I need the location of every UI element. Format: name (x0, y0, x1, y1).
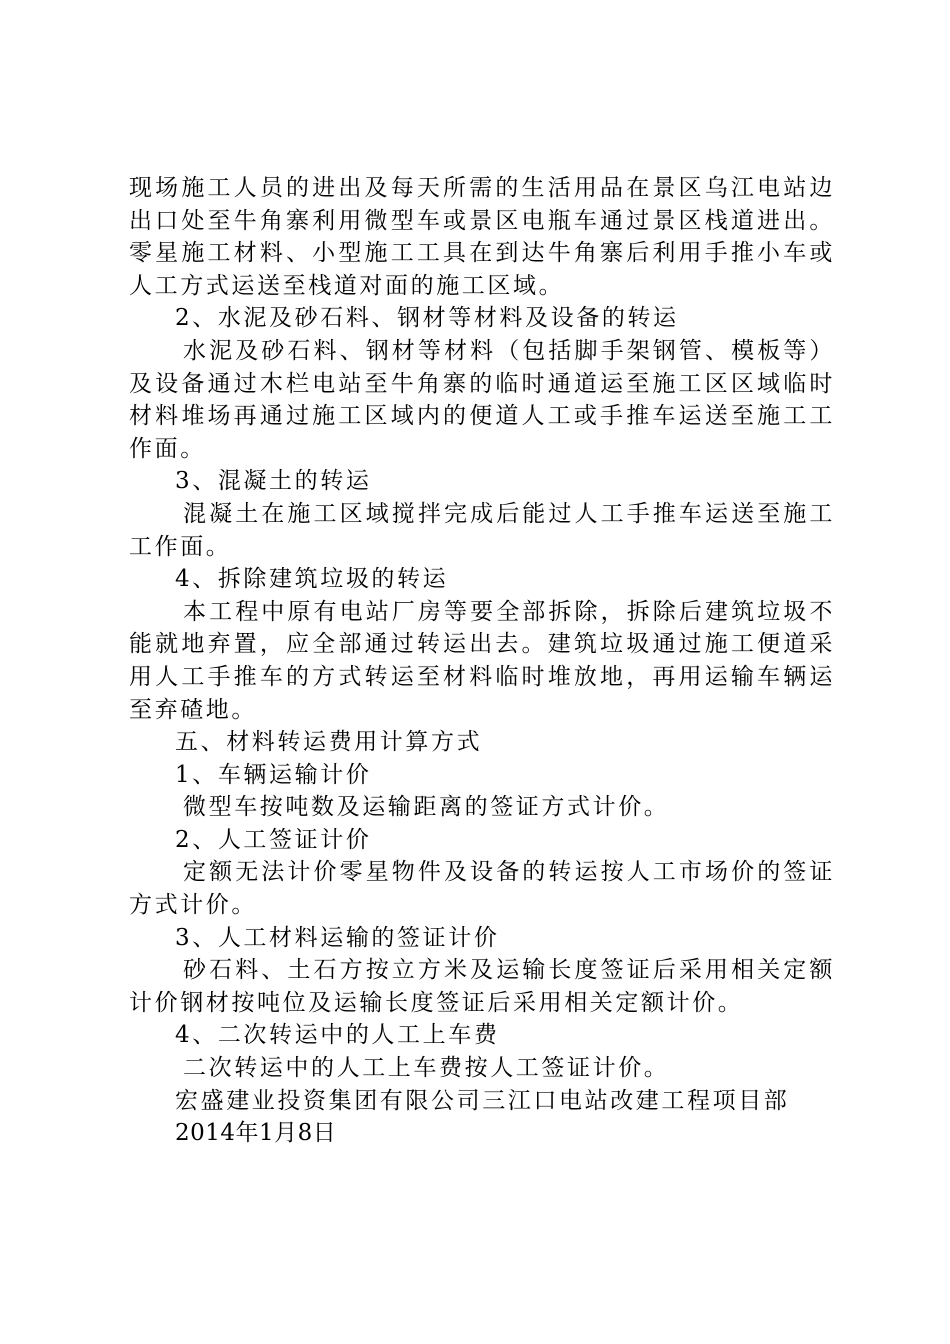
body-paragraph: 定额无法计价零星物件及设备的转运按人工市场价的签证方式计价。 (129, 859, 835, 919)
subsection-heading: 1、车辆运输计价 (175, 761, 372, 788)
body-paragraph: 砂石料、土石方按立方米及运输长度签证后采用相关定额计价钢材按吨位及运输长度签证后采用相关定额计价。 (129, 957, 835, 1016)
body-paragraph: 二次转运中的人工上车费按人工签证计价。 (183, 1055, 670, 1082)
signature-date: 2014年1月8日 (175, 1120, 337, 1147)
signature-organization: 宏盛建业投资集团有限公司三江口电站改建工程项目部 (175, 1087, 790, 1114)
subsection-heading: 3、人工材料运输的签证计价 (175, 924, 500, 951)
section-heading: 4、拆除建筑垃圾的转运 (175, 566, 449, 593)
document-body (129, 172, 835, 1150)
section-heading: 2、水泥及砂石料、钢材等材料及设备的转运 (175, 305, 679, 332)
subsection-heading: 2、人工签证计价 (175, 826, 372, 853)
body-paragraph: 微型车按吨数及运输距离的签证方式计价。 (183, 794, 670, 821)
subsection-heading: 4、二次转运中的人工上车费 (175, 1022, 500, 1049)
section-heading: 3、混凝土的转运 (175, 468, 372, 495)
body-paragraph: 本工程中原有电站厂房等要全部拆除，拆除后建筑垃圾不能就地弃置，应全部通过转运出去。建筑垃圾通过施工便道采用人工手推车的方式转运至材料临时堆放地，再用运输车辆运至弃碴地。 (129, 598, 835, 723)
section-heading: 五、材料转运费用计算方式 (175, 729, 483, 756)
body-paragraph: 现场施工人员的进出及每天所需的生活用品在景区乌江电站边出口处至牛角寨利用微型车或景区电瓶车通过景区栈道进出。零星施工材料、小型施工工具在到达牛角寨后利用手推小车或人工方式运送至栈道对面的施工区域。 (129, 175, 835, 299)
body-paragraph: 水泥及砂石料、钢材等材料（包括脚手架钢管、模板等）及设备通过木栏电站至牛角寨的临时通道运至施工区区域临时材料堆场再通过施工区域内的便道人工或手推车运送至施工工作面。 (129, 337, 835, 462)
body-paragraph: 混凝土在施工区域搅拌完成后能过人工手推车运送至施工工作面。 (129, 500, 835, 560)
